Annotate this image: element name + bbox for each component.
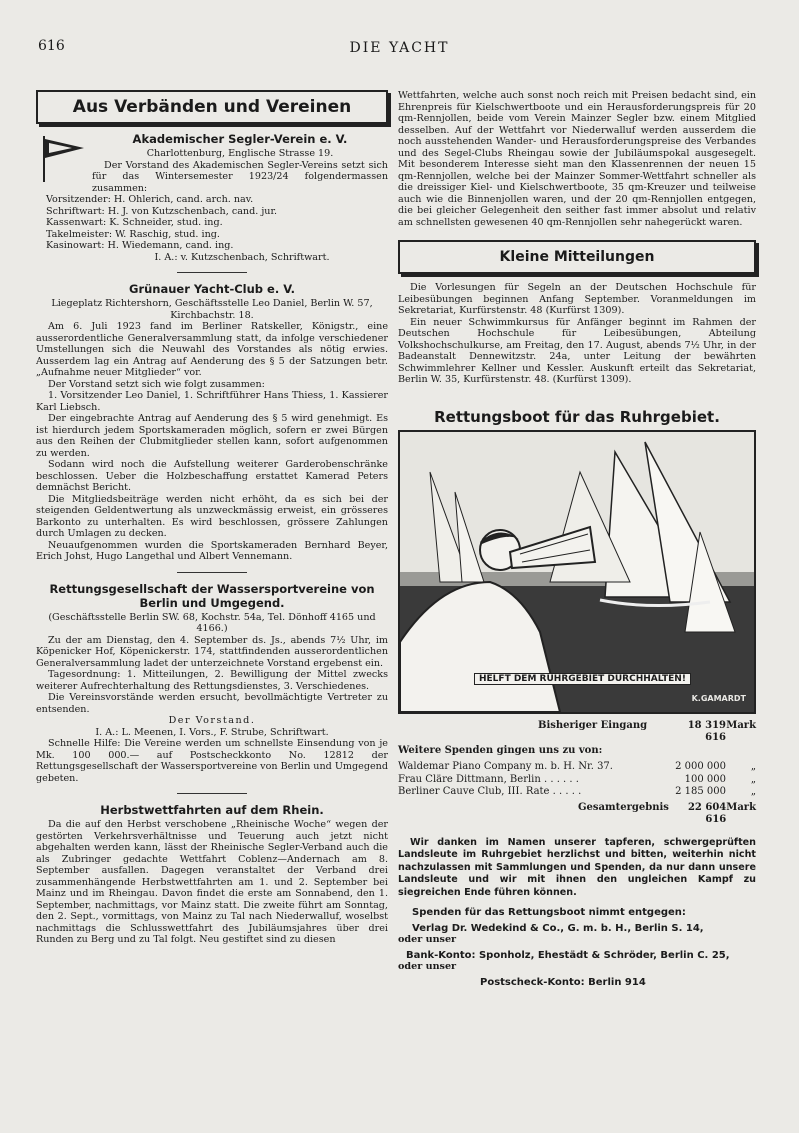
rettung-article bbox=[36, 582, 388, 785]
paragraph: Da die auf den Herbst verschobene „Rheinische Woche“ wegen der gestörten Verkehrsverhältnisse und Teuerung auch jetzt nicht abgehalten werden kann, lässt der Rheinische Segler-Verband auch die als Zubringer gedachte Wettfahrt Coblenz—Andernach am 8. September ausfallen. Dagegen veranstaltet der Verband drei zusammenhängende Herbstwettfahrten am 1. und 2. September bei Mainz und im Rheingau. Davon findet die erste am Sonnabend, den 1. September, nachmittags, vor Mainz statt. Die zweite führt am Sonntag, den 2. Sept., vormittags, von Mainz zu Tal nach Niederwalluf, woselbst nachmittags die Schlusswettfahrt des Jubiläumsjahres über drei Runden zu Berg und zu Tal folgt. Neu gestiftet sind zu diesen bbox=[36, 819, 388, 945]
akad-signature: I. A.: v. Kutzschenbach, Schriftwart. bbox=[154, 251, 330, 263]
previous-total-row: Bisheriger Eingang 18 319 616 Mark bbox=[538, 719, 756, 743]
artist-signature: K.GAMARDT bbox=[691, 693, 746, 703]
akad-officer: Takelmeister: W. Raschig, stud. ing. bbox=[46, 228, 220, 240]
donation-list bbox=[398, 720, 756, 827]
paragraph: Sodann wird noch die Aufstellung weiterer Garderobenschränke beschlossen. Ueber die Holzbeschaffung erstattet Kamerad Peters demnächst Bericht. bbox=[36, 459, 388, 493]
akad-officer: Vorsitzender: H. Ohlerich, cand. arch. nav. bbox=[46, 194, 254, 205]
paragraph: Schnelle Hilfe: Die Vereine werden um schnellste Einsendung von je Mk. 100 000.— auf Postscheckkonto No. 12812 der Rettungsgesellschaft der Wassersportvereine von Berlin und Umgegend gebeten. bbox=[36, 738, 388, 784]
akad-officer: Schriftwart: H. J. von Kutzschenbach, cand. jur. bbox=[46, 205, 278, 217]
akad-officer: Kassenwart: K. Schneider, stud. ing. bbox=[46, 217, 223, 228]
illustration-banner: HELFT DEM RUHRGEBIET DURCHHALTEN! bbox=[474, 673, 691, 685]
paragraph: Zu der am Dienstag, den 4. September ds. Js., abends 7½ Uhr, im Köpenicker Hof, Köpenickerstr. 174, stattfindenden ausserordentlichen Generalversammlung ladet der unterzeichnete Vorstand ergebenst ein. bbox=[36, 634, 388, 669]
donation-row: Frau Cläre Dittmann, Berlin . . . . . . 100 000 „ bbox=[398, 773, 756, 785]
paragraph: Tagesordnung: 1. Mitteilungen, 2. Bewilligung der Mittel zwecks weiterer Aufrechterhaltung des Rettungsdienstes, 3. Verschiedenes. bbox=[36, 669, 388, 692]
left-column bbox=[36, 90, 388, 946]
weitere-heading: Weitere Spenden gingen uns zu von: bbox=[398, 744, 603, 756]
akad-officer: Kasinowart: H. Wiedemann, cand. ing. bbox=[46, 240, 234, 251]
thanks-text: Wir danken im Namen unserer tapferen, schwergeprüften Landsleute im Ruhrgebiet herzlichst und bitten, weiterhin nicht nachzulassen mit Sammlungen und Spenden, da nur dann unsere Landsleute und wir mit ihnen den ungleichen Kampf zu siegreichen Ende führen können. bbox=[398, 836, 756, 898]
herbst-article bbox=[36, 803, 388, 946]
paragraph: Der eingebrachte Antrag auf Aenderung des § 5 wird genehmigt. Es ist hierdurch jedem Sportskameraden möglich, sofern er zwei Bürgen aus den Reihen der Clubmitglieder stellen kann, sofort aufgenommen zu werden. bbox=[36, 413, 388, 459]
paragraph: 1. Vorsitzender Leo Daniel, 1. Schriftführer Hans Thiess, 1. Kassierer Karl Liebsch. bbox=[36, 390, 388, 413]
rescue-boat-illustration bbox=[398, 430, 756, 714]
right-column bbox=[398, 90, 756, 988]
donation-row: Berliner Cauve Club, III. Rate . . . . . 2 185 000 „ bbox=[398, 786, 756, 797]
herbst-title: Herbstwettfahrten auf dem Rhein. bbox=[100, 803, 324, 817]
sailing-scene-image bbox=[400, 432, 754, 712]
akad-article bbox=[36, 132, 388, 263]
paragraph: Die Mitgliedsbeiträge werden nicht erhöht, da es sich bei der steigenden Geldentwertung als unzweckmässig erweist, ein grösseres Barkonto zu unterhalten. Es wird beschlossen, grössere Zahlungen durch Umlagen zu decken. bbox=[36, 493, 388, 539]
rettung-address: (Geschäftsstelle Berlin SW. 68, Kochstr. 54a, Tel. Dönhoff 4165 und 4166.) bbox=[48, 611, 376, 634]
rettung-signature-names: I. A.: L. Meenen, I. Vors., F. Strube, Schriftwart. bbox=[95, 726, 329, 738]
divider bbox=[177, 272, 247, 273]
rettung-title: Rettungsgesellschaft der Wassersportvereine von Berlin und Umgegend. bbox=[49, 581, 375, 610]
running-head: DIE YACHT bbox=[349, 40, 450, 56]
gruenau-article bbox=[36, 282, 388, 563]
donation-row: Waldemar Piano Company m. b. H. Nr. 37. 2 000 000 „ bbox=[398, 761, 756, 772]
divider bbox=[177, 572, 247, 573]
spenden-line: Spenden für das Rettungsboot nimmt entgegen: bbox=[412, 907, 686, 918]
bank-line: Bank-Konto: Sponholz, Ehestädt & Schröder, Berlin C. 25, bbox=[406, 949, 730, 961]
paragraph: Am 6. Juli 1923 fand im Berliner Ratskeller, Königstr., eine ausserordentliche Generalversammlung statt, da infolge verschiedener Umstellungen sich die Neuwahl des Vorstandes als nötig erwies. Ausserdem lag ein Antrag auf Aenderung des § 5 der Satzungen betr. „Aufnahme neuer Mitglieder“ vor. bbox=[36, 321, 388, 378]
akad-title: Akademischer Segler-Verein e. V. bbox=[132, 132, 348, 146]
herbst-continuation: Wettfahrten, welche auch sonst noch reich mit Preisen bedacht sind, ein Ehrenpreis für Kielschwertboote und ein Herausforderungspreis für 20 qm-Rennjollen, beide vom Verein Mainzer Segler bzw. einem Mitglied desselben. Auf der Wettfahrt vor Niederwalluf werden ausserdem die noch ausstehenden Wander- und Herausforderungspreise des Verbandes und des Segel-Clubs Rheingau sowie der Jubiläumspokal ausgesegelt. Mit besonderem Interesse sieht man den Klassenrennen der neuen 15 qm-Rennjollen, welche bei der Mainzer Sommer-Wettfahrt schneller als die dreissiger Kiel- und Kielschwertboote, 35 qm-Kreuzer und teilweise auch wie die Binnenjollen waren, und der 20 qm-Rennjollen entgegen, die bei gleicher Gelegenheit den seither fast immer absolut und relativ am schnellsten gewesenen 40 qm-Rennjollen sehr nahegerückt waren. bbox=[398, 90, 756, 228]
akad-address: Charlottenburg, Englische Strasse 19. bbox=[146, 148, 334, 159]
section-title: Aus Verbänden und Vereinen bbox=[36, 90, 388, 124]
gruenau-address: Liegeplatz Richtershorn, Geschäftsstelle Leo Daniel, Berlin W. 57, Kirchbachstr. 18. bbox=[51, 298, 373, 321]
paragraph: Neuaufgenommen wurden die Sportskameraden Bernhard Beyer, Erich Johst, Hugo Langethal und Albert Vennemann. bbox=[36, 539, 388, 562]
akad-intro: Der Vorstand des Akademischen Segler-Vereins setzt sich für das Wintersemester 1923/24 folgendermassen zusammen: bbox=[92, 159, 388, 194]
kleine-title: Kleine Mitteilungen bbox=[398, 240, 756, 274]
paragraph: Der Vorstand setzt sich wie folgt zusammen: bbox=[48, 378, 265, 390]
boat-title: Rettungsboot für das Ruhrgebiet. bbox=[434, 407, 720, 426]
oder-line: oder unser bbox=[398, 934, 457, 945]
paragraph: Ein neuer Schwimmkursus für Anfänger beginnt im Rahmen der Deutschen Hochschule für Leibesübungen, Abteilung Volkshochschulkurse, am Freitag, den 17. August, abends 7½ Uhr, in der Badeanstalt Dennewitzstr. 24a, unter Leitung der bewährten Schwimmlehrer Kellner und Kessler. Auskunft erteilt das Sekretariat, Berlin W. 35, Kurfürstenstr. 48. (Kurfürst 1309). bbox=[398, 316, 756, 385]
divider bbox=[177, 793, 247, 794]
grand-total-row: Gesamtergebnis 22 604 616 Mark bbox=[578, 801, 756, 825]
paragraph: Die Vorlesungen für Segeln an der Deutschen Hochschule für Leibesübungen beginnen Anfang September. Voranmeldungen im Sekretariat, Kurfürstenstr. 48 (Kurfürst 1309). bbox=[398, 282, 756, 316]
page-number: 616 bbox=[38, 38, 65, 54]
postscheck-line: Postscheck-Konto: Berlin 914 bbox=[480, 976, 646, 988]
rettung-signature: Der Vorstand. bbox=[168, 715, 256, 726]
oder-line: oder unser bbox=[398, 961, 457, 972]
gruenau-title: Grünauer Yacht-Club e. V. bbox=[129, 282, 295, 296]
paragraph: Die Vereinsvorstände werden ersucht, bevollmächtigte Vertreter zu entsenden. bbox=[36, 692, 388, 715]
verlag-line: Verlag Dr. Wedekind & Co., G. m. b. H., Berlin S. 14, bbox=[412, 922, 704, 934]
club-pennant-icon bbox=[38, 134, 90, 184]
